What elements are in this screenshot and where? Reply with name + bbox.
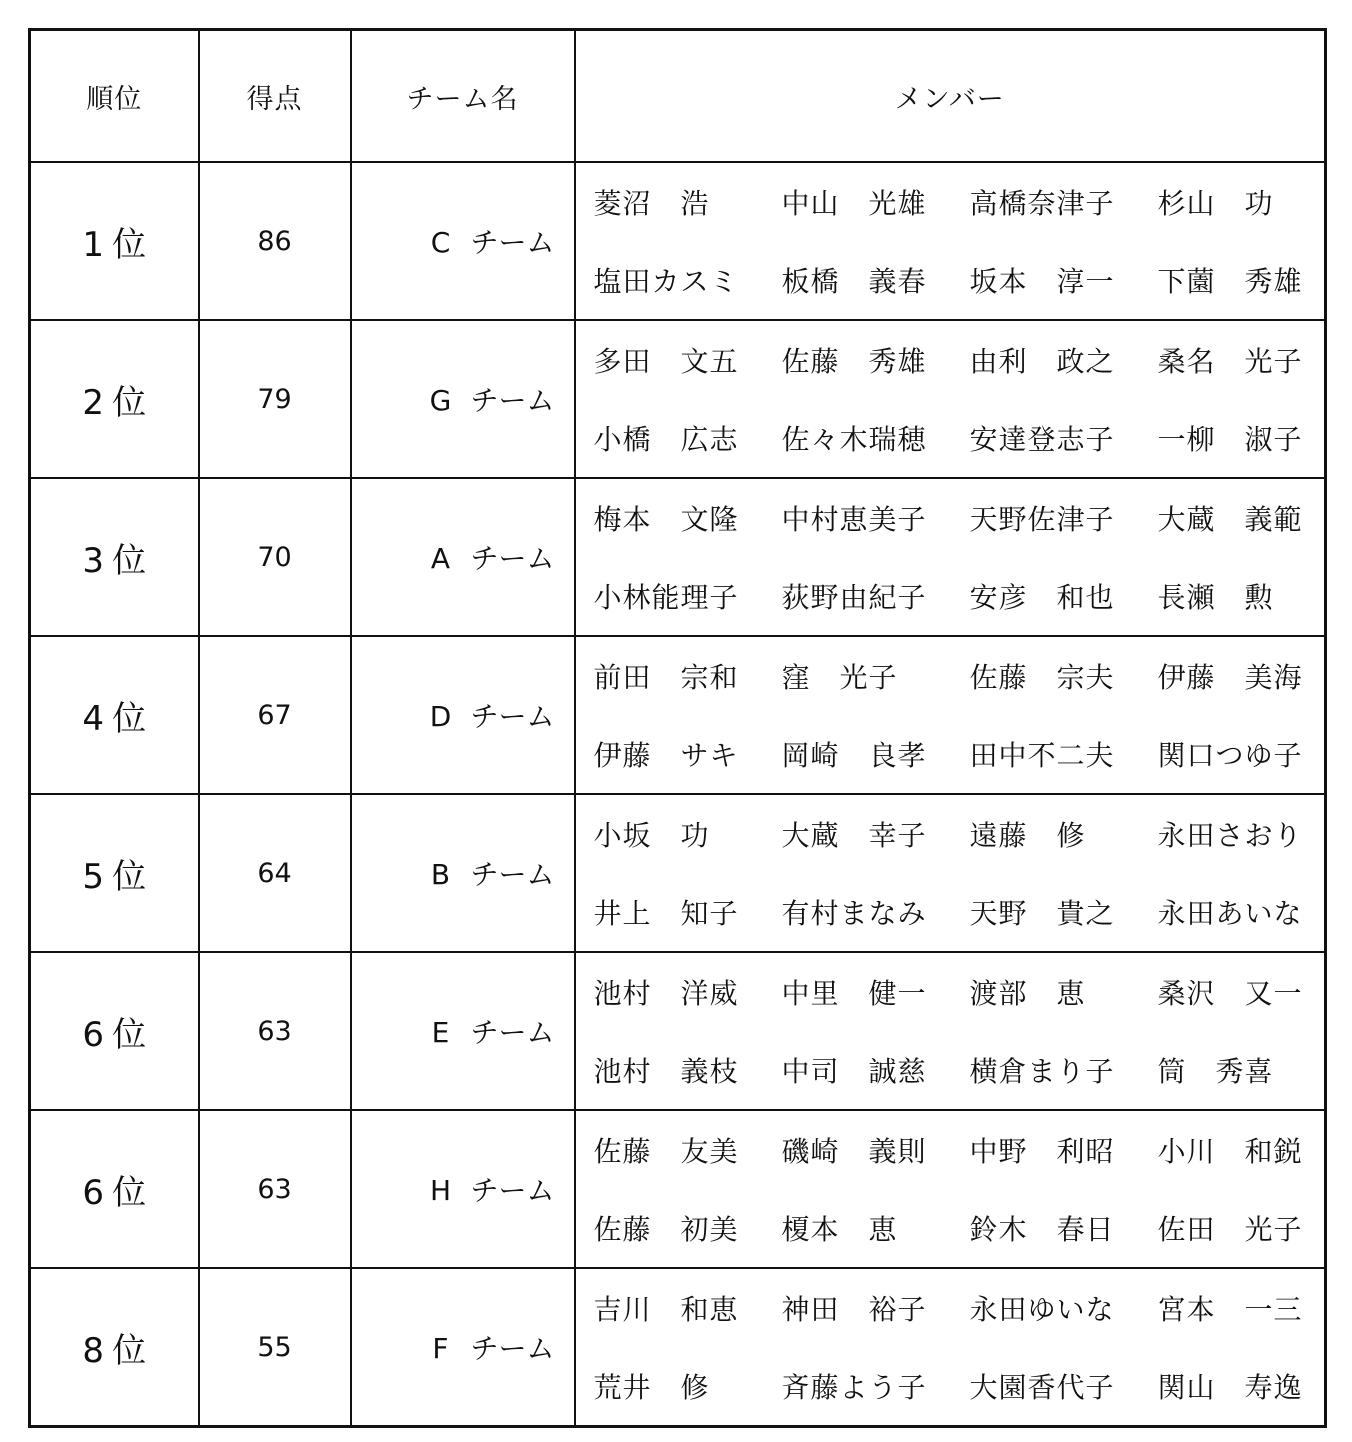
member-name: 関山 寿逸 [1157, 1371, 1303, 1404]
members-grid [594, 953, 1313, 1109]
header-score: 得点 [199, 30, 351, 163]
member-name: 鈴木 春日 [969, 1213, 1115, 1246]
member-name: 由利 政之 [969, 345, 1115, 378]
member-name: 池村 洋威 [593, 977, 739, 1010]
member-name: 桑名 光子 [1157, 345, 1303, 378]
member-name: 杉山 功 [1157, 187, 1274, 220]
rank-suffix: 位 [112, 540, 147, 581]
member-name: 荻野由紀子 [781, 581, 927, 614]
team-letter: E [431, 1016, 450, 1049]
team-word: チーム [470, 1174, 555, 1207]
team-letter: H [429, 1174, 452, 1207]
member-name: 小林能理子 [593, 581, 739, 614]
member-name: 一柳 淑子 [1157, 423, 1303, 456]
member-name: 梅本 文隆 [593, 503, 739, 536]
member-name: 渡部 恵 [969, 977, 1086, 1010]
members-cell [575, 320, 1326, 478]
rank-number: 6 [82, 1014, 105, 1055]
member-name: 永田あいな [1157, 897, 1303, 930]
rank-cell [30, 794, 199, 952]
member-name: 筒 秀喜 [1157, 1055, 1274, 1088]
member-name: 永田ゆいな [969, 1293, 1115, 1326]
rank-suffix: 位 [112, 1172, 147, 1213]
member-name: 磯崎 義則 [781, 1135, 927, 1168]
team-letter: A [430, 542, 451, 575]
member-name: 佐藤 初美 [593, 1213, 739, 1246]
team-letter: D [429, 700, 452, 733]
member-name: 田中不二夫 [969, 739, 1115, 772]
member-name: 佐田 光子 [1157, 1213, 1303, 1246]
member-name: 池村 義枝 [593, 1055, 739, 1088]
header-row [30, 30, 1326, 163]
members-grid [594, 1269, 1313, 1425]
table-row [30, 1268, 1326, 1427]
members-cell [575, 162, 1326, 320]
team-letter: C [430, 226, 451, 259]
member-name: 岡崎 良孝 [781, 739, 927, 772]
rank-number: 3 [82, 540, 105, 581]
team-word: チーム [470, 226, 555, 259]
table-row [30, 794, 1326, 952]
member-name: 安達登志子 [969, 423, 1115, 456]
member-name: 中山 光雄 [781, 187, 927, 220]
rank-cell [30, 320, 199, 478]
member-name: 中里 健一 [781, 977, 927, 1010]
rank-suffix: 位 [112, 856, 147, 897]
table-body [30, 162, 1326, 1427]
rank-suffix: 位 [112, 698, 147, 739]
member-name: 窪 光子 [781, 661, 898, 694]
member-name: 伊藤 サキ [593, 739, 739, 772]
members-cell [575, 794, 1326, 952]
team-cell [351, 952, 575, 1110]
members-grid [594, 795, 1313, 951]
member-name: 榎本 恵 [781, 1213, 898, 1246]
members-grid [594, 479, 1313, 635]
team-cell [351, 1268, 575, 1427]
member-name: 板橋 義春 [781, 265, 927, 298]
team-word: チーム [470, 1016, 555, 1049]
member-name: 下薗 秀雄 [1157, 265, 1303, 298]
member-name: 中野 利昭 [969, 1135, 1115, 1168]
member-name: 桑沢 又一 [1157, 977, 1303, 1010]
team-cell [351, 320, 575, 478]
member-name: 中村恵美子 [781, 503, 927, 536]
member-name: 横倉まり子 [969, 1055, 1115, 1088]
score-cell: 64 [199, 794, 351, 952]
rank-cell [30, 1268, 199, 1427]
member-name: 天野佐津子 [969, 503, 1115, 536]
team-cell [351, 162, 575, 320]
team-word: チーム [470, 700, 555, 733]
header-rank: 順位 [30, 30, 199, 163]
table-row [30, 636, 1326, 794]
member-name: 遠藤 修 [969, 819, 1086, 852]
rank-number: 8 [82, 1330, 105, 1371]
member-name: 佐藤 友美 [593, 1135, 739, 1168]
results-table [28, 28, 1327, 1428]
score-cell: 79 [199, 320, 351, 478]
members-grid [594, 637, 1313, 793]
header-members: メンバー [575, 30, 1326, 163]
member-name: 斉藤よう子 [781, 1371, 927, 1404]
rank-number: 2 [82, 382, 105, 423]
member-name: 佐藤 秀雄 [781, 345, 927, 378]
member-name: 永田さおり [1157, 819, 1303, 852]
team-letter: F [432, 1332, 449, 1365]
member-name: 小川 和鋭 [1157, 1135, 1303, 1168]
member-name: 天野 貴之 [969, 897, 1115, 930]
member-name: 菱沼 浩 [593, 187, 710, 220]
member-name: 長瀬 勲 [1157, 581, 1274, 614]
member-name: 高橋奈津子 [969, 187, 1115, 220]
member-name: 塩田カスミ [593, 265, 739, 298]
team-word: チーム [470, 384, 555, 417]
member-name: 有村まなみ [781, 897, 927, 930]
rank-cell [30, 952, 199, 1110]
member-name: 大蔵 幸子 [781, 819, 927, 852]
team-word: チーム [470, 858, 555, 891]
rank-cell [30, 478, 199, 636]
member-name: 大蔵 義範 [1157, 503, 1303, 536]
score-cell: 63 [199, 952, 351, 1110]
team-cell [351, 1110, 575, 1268]
rank-cell [30, 1110, 199, 1268]
member-name: 宮本 一三 [1157, 1293, 1303, 1326]
score-cell: 55 [199, 1268, 351, 1427]
table-row [30, 478, 1326, 636]
header-team: チーム名 [351, 30, 575, 163]
member-name: 関口つゆ子 [1157, 739, 1303, 772]
rank-suffix: 位 [112, 224, 147, 265]
rank-number: 6 [82, 1172, 105, 1213]
team-cell [351, 478, 575, 636]
members-cell [575, 636, 1326, 794]
rank-cell [30, 636, 199, 794]
rank-cell [30, 162, 199, 320]
member-name: 大園香代子 [969, 1371, 1115, 1404]
members-cell [575, 952, 1326, 1110]
members-cell [575, 1268, 1326, 1427]
member-name: 佐藤 宗夫 [969, 661, 1115, 694]
member-name: 小坂 功 [593, 819, 710, 852]
member-name: 中司 誠慈 [781, 1055, 927, 1088]
table-row [30, 952, 1326, 1110]
members-cell [575, 1110, 1326, 1268]
members-grid [594, 1111, 1313, 1267]
table-row [30, 320, 1326, 478]
rank-suffix: 位 [112, 382, 147, 423]
table-row [30, 162, 1326, 320]
member-name: 安彦 和也 [969, 581, 1115, 614]
score-cell: 86 [199, 162, 351, 320]
team-cell [351, 636, 575, 794]
member-name: 伊藤 美海 [1157, 661, 1303, 694]
team-letter: B [430, 858, 451, 891]
member-name: 吉川 和恵 [593, 1293, 739, 1326]
members-grid [594, 321, 1313, 477]
team-letter: G [429, 384, 452, 417]
member-name: 井上 知子 [593, 897, 739, 930]
rank-suffix: 位 [112, 1014, 147, 1055]
team-cell [351, 794, 575, 952]
score-cell: 70 [199, 478, 351, 636]
members-grid [594, 163, 1313, 319]
member-name: 小橋 広志 [593, 423, 739, 456]
member-name: 神田 裕子 [781, 1293, 927, 1326]
score-cell: 63 [199, 1110, 351, 1268]
rank-suffix: 位 [112, 1330, 147, 1371]
member-name: 前田 宗和 [593, 661, 739, 694]
score-cell: 67 [199, 636, 351, 794]
member-name: 荒井 修 [593, 1371, 710, 1404]
team-word: チーム [470, 542, 555, 575]
rank-number: 4 [82, 698, 105, 739]
member-name: 坂本 淳一 [969, 265, 1115, 298]
rank-number: 5 [82, 856, 105, 897]
team-word: チーム [470, 1332, 555, 1365]
table-row [30, 1110, 1326, 1268]
member-name: 多田 文五 [593, 345, 739, 378]
members-cell [575, 478, 1326, 636]
member-name: 佐々木瑞穂 [781, 423, 927, 456]
rank-number: 1 [82, 224, 105, 265]
